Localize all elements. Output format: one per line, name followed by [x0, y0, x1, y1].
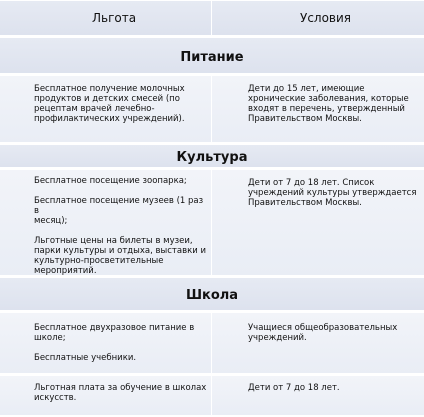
section-school [0, 277, 424, 311]
benefit-cell: Бесплатное посещение зоопарка; Бесплатное посещение музеев (1 раз в месяц); Льготные цены на билеты в музеи, парки культуры и отдыха, выставки и культурно-просветительные мероприятий. [34, 176, 206, 276]
header-divider [211, 1, 212, 37]
section-food [0, 37, 424, 74]
table-row [0, 169, 424, 276]
benefit-cell: Льготная плата за обучение в школах искусств. [34, 383, 207, 403]
table-row [0, 75, 424, 143]
section-title: Школа [185, 288, 239, 303]
column-divider [211, 170, 212, 277]
conditions-cell: Дети до 15 лет, имеющие хронические заболевания, которые входят в перечень, утвержденный Правительством Москвы. [248, 84, 409, 124]
benefit-cell: Бесплатное двухразовое питание в школе; Бесплатные учебники. [34, 323, 195, 363]
table-header [0, 0, 424, 36]
table-row [0, 375, 424, 416]
section-title: Питание [180, 50, 244, 65]
section-title: Культура [176, 150, 248, 165]
column-divider [211, 376, 212, 417]
table-row [0, 312, 424, 374]
section-culture [0, 144, 424, 168]
column-divider [211, 313, 212, 375]
header-conditions: Условия [300, 11, 352, 25]
conditions-cell: Учащиеся общеобразовательных учреждений. [248, 323, 398, 343]
header-benefit: Льгота [92, 11, 137, 25]
benefit-cell: Бесплатное получение молочных продуктов и детских смесей (по рецептам врачей лечебно- профилактических учреждений). [34, 84, 185, 124]
conditions-cell: Дети от 7 до 18 лет. Список учреждений культуры утверждается Правительством Москвы. [248, 178, 417, 208]
column-divider [211, 76, 212, 144]
conditions-cell: Дети от 7 до 18 лет. [248, 383, 340, 393]
